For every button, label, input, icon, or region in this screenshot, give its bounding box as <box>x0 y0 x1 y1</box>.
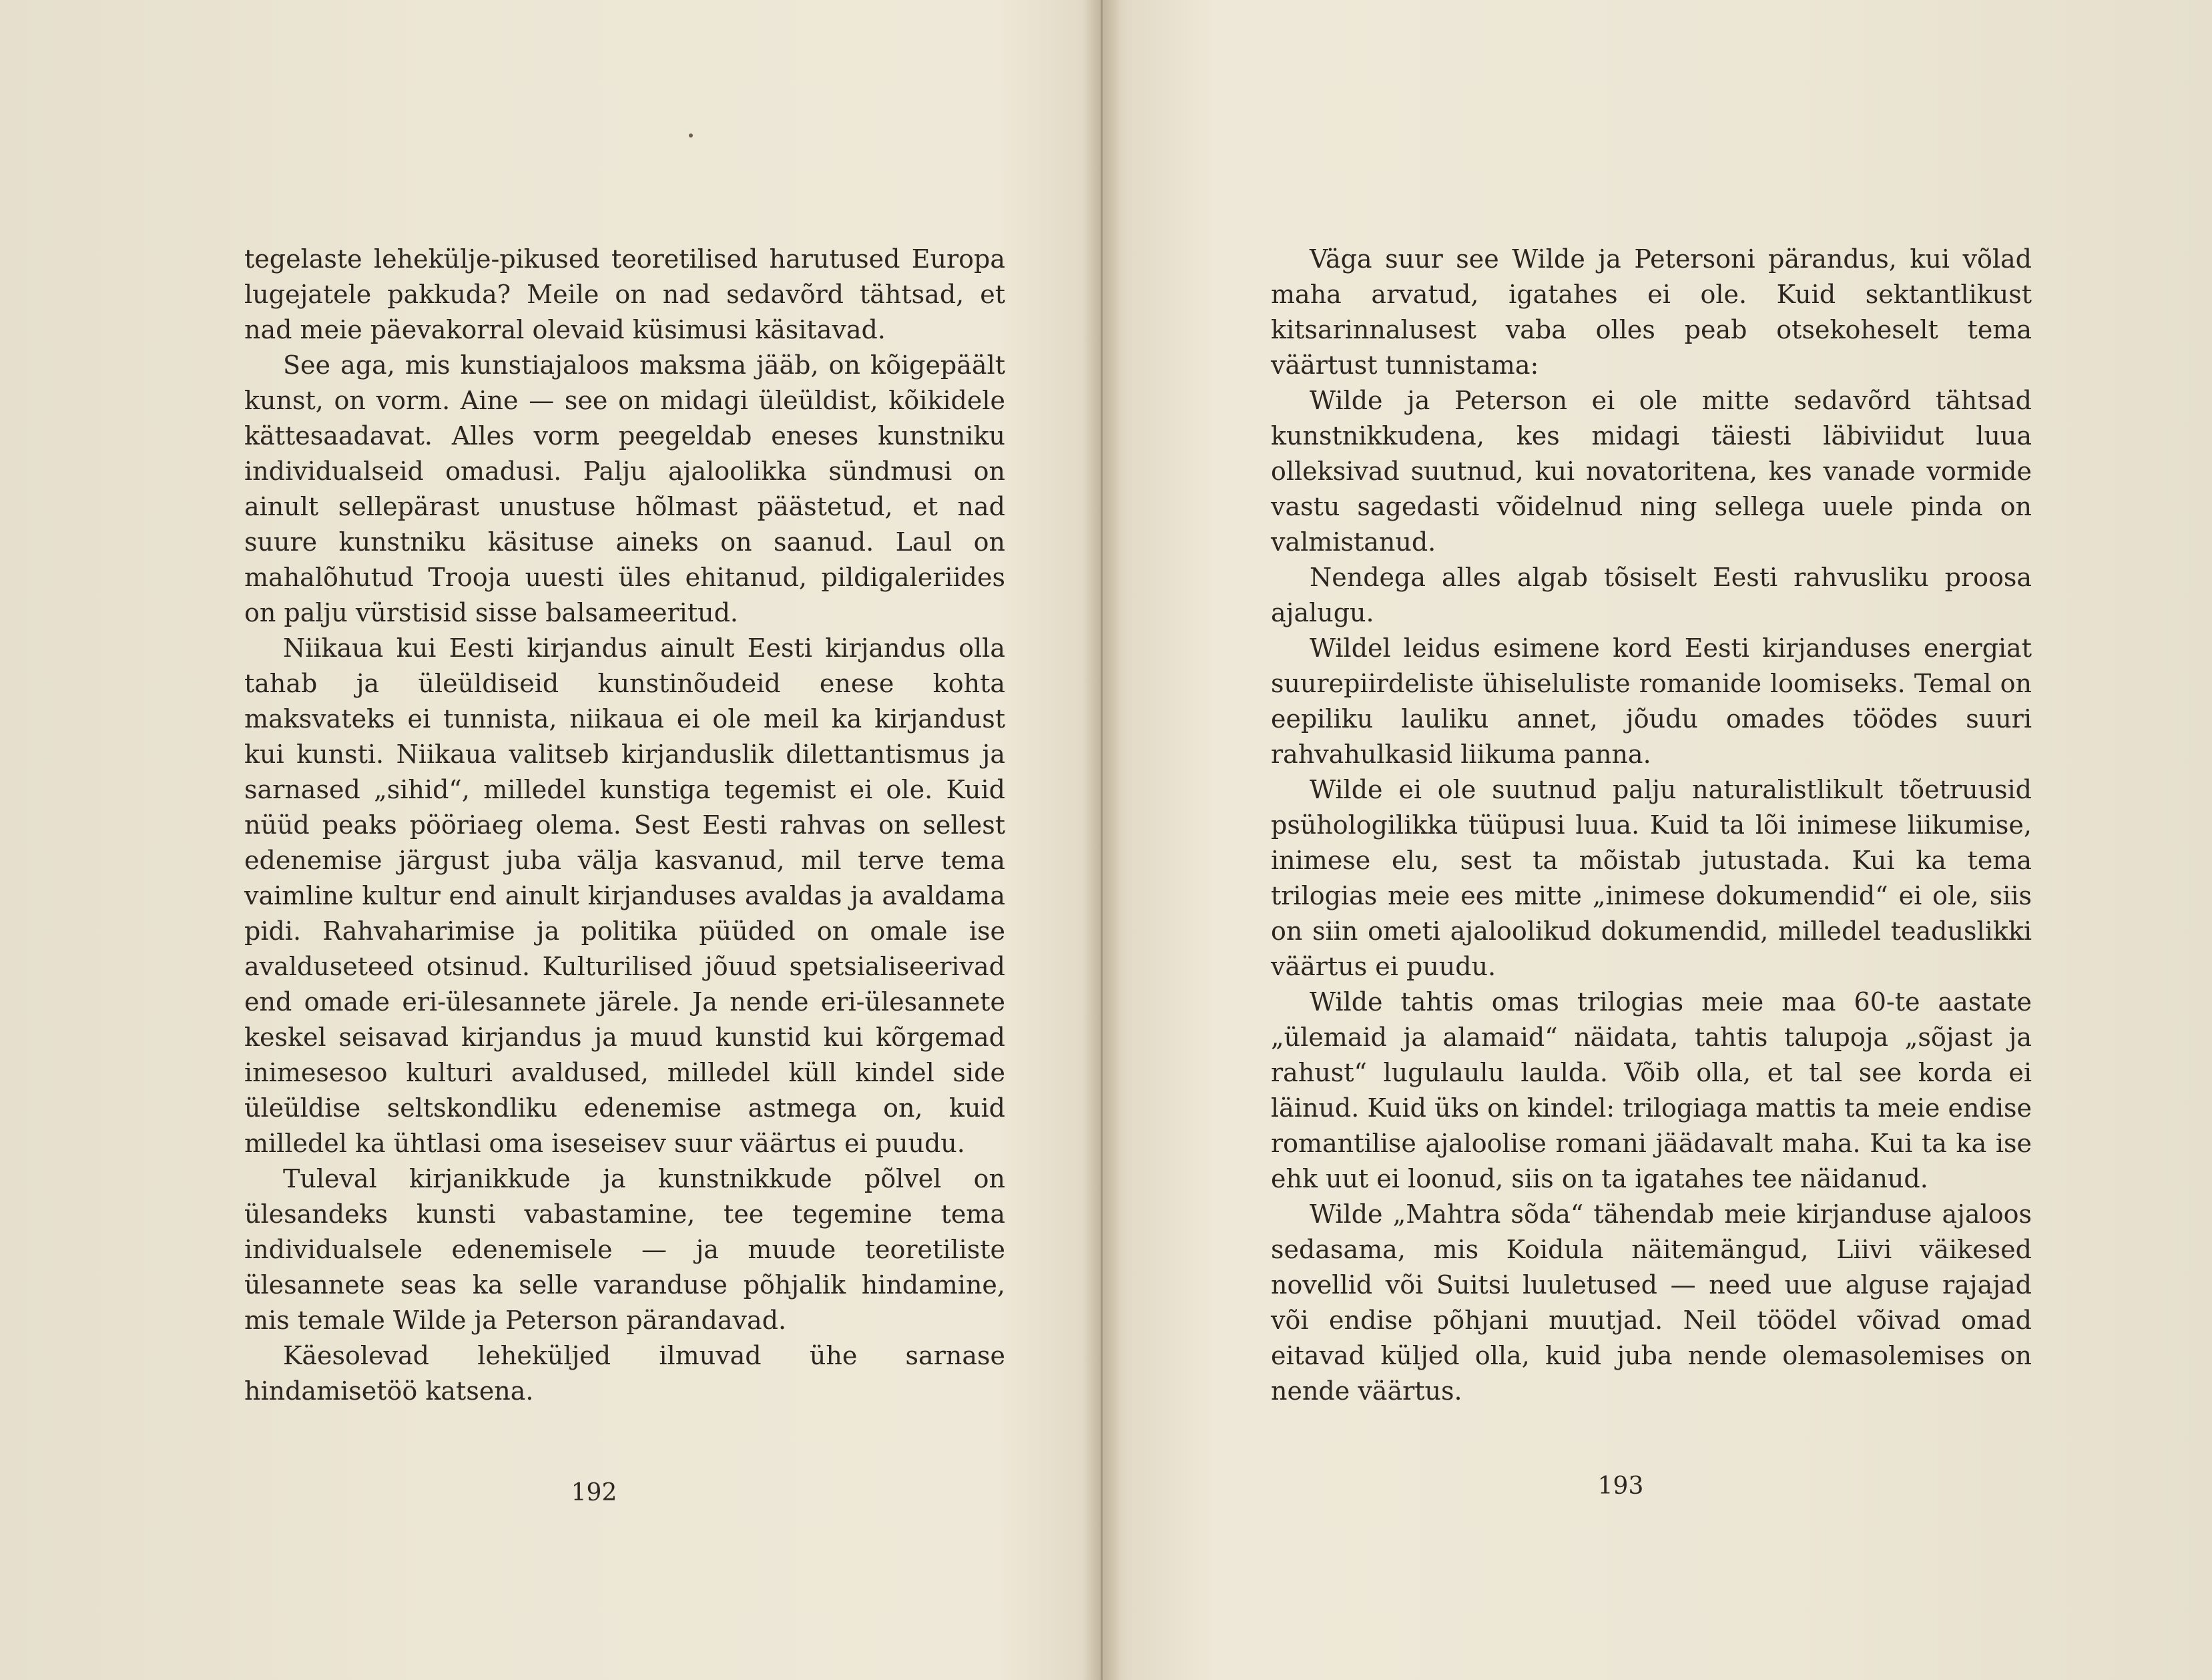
gutter-line <box>1101 0 1103 1680</box>
paragraph: Tuleval kirjanikkude ja kunstnikkude põlvel on ülesandeks kunsti vabastamine, tee tegemine tema individualsele edenemisele — ja muude teoretiliste ülesannete seas ka selle varanduse põhjalik hindamine, mis temale Wilde ja Peterson pärandavad. <box>244 1164 1005 1335</box>
paragraph: Väga suur see Wilde ja Petersoni pärandus, kui võlad maha arvatud, igatahes ei ole. Kuid sektantlikust kitsarinnalusest vaba olles peab otsekoheselt tema väärtust tunnistama: <box>1271 244 2032 380</box>
paragraph: Wilde ei ole suutnud palju naturalistlikult tõetruusid psühologilikka tüüpusi luua. Kuid ta lõi inimese liikumise, inimese elu, sest ta mõistab jutustada. Kui ka tema trilogias meie ees mitte „inimese dokumendid“ ei ole, siis on siin ometi ajaloolikud dokumendid, milledel teaduslikki väärtus ei puudu. <box>1271 775 2032 981</box>
paragraph: tegelaste lehekülje-pikused teoretilised harutused Europa lugejatele pakkuda? Meile on nad sedavõrd tähtsad, et nad meie päevakorral olevaid küsimusi käsitavad. <box>244 244 1005 344</box>
right-page-text <box>1271 242 2032 1409</box>
paragraph: Nendega alles algab tõsiselt Eesti rahvusliku proosa ajalugu. <box>1271 563 2032 627</box>
paragraph: Wilde ja Peterson ei ole mitte sedavõrd tähtsad kunstnikkudena, kes midagi täiesti läbiviidut luua olleksivad suutnud, kui novatoritena, kes vanade vormide vastu sagedasti võidelnud ning sellega uuele pinda on valmistanud. <box>1271 386 2032 557</box>
paragraph: Käesolevad leheküljed ilmuvad ühe sarnase hindamisetöö katsena. <box>244 1341 1005 1406</box>
paper-speck <box>689 133 693 137</box>
left-page-number: 192 <box>571 1479 617 1506</box>
paragraph: Niikaua kui Eesti kirjandus ainult Eesti kirjandus olla tahab ja üleüldiseid kunstinõudeid enese kohta maksvateks ei tunnista, niikaua ei ole meil ka kirjandust kui kunsti. Niikaua valitseb kirjanduslik dilettantismus ja sarnased „sihid“, milledel kunstiga tegemist ei ole. Kuid nüüd peaks pööriaeg olema. Sest Eesti rahvas on sellest edenemise järgust juba välja kasvanud, mil terve tema vaimline kultur end ainult kirjanduses avaldas ja avaldama pidi. Rahvaharimise ja politika püüded on omale ise avalduseteed otsinud. Kulturilised jõuud spetsialiseerivad end omade eri-ülesannete järele. Ja nende eri-ülesannete keskel seisavad kirjandus ja muud kunstid kui kõrgemad inimesesoo kulturi avaldused, milledel küll kindel side üleüldise seltskondliku edenemise astmega on, kuid milledel ka ühtlasi oma iseseisev suur väärtus ei puudu. <box>244 633 1005 1158</box>
left-page <box>244 242 1005 1409</box>
right-page-number: 193 <box>1597 1472 1644 1500</box>
paragraph: Wilde „Mahtra sõda“ tähendab meie kirjanduse ajaloos sedasama, mis Koidula näitemängud, Liivi väikesed novellid või Suitsi luuletused — need uue alguse rajajad või endise põhjani muutjad. Neil töödel võivad omad eitavad küljed olla, kuid juba nende olemasolemises on nende väärtus. <box>1271 1199 2032 1406</box>
right-page <box>1271 242 2032 1409</box>
paragraph: Wilde tahtis omas trilogias meie maa 60-te aastate „ülemaid ja alamaid“ näidata, tahtis talupoja „sõjast ja rahust“ lugulaulu laulda. Võib olla, et tal see korda ei läinud. Kuid üks on kindel: trilogiaga mattis ta meie endise romantilise ajaloolise romani jäädavalt maha. Kui ta ka ise ehk uut ei loonud, siis on ta igatahes tee näidanud. <box>1271 987 2032 1193</box>
paragraph: Wildel leidus esimene kord Eesti kirjanduses energiat suurepiirdeliste ühiseluliste romanide loomiseks. Temal on eepiliku lauliku annet, jõudu omades töödes suuri rahvahulkasid liikuma panna. <box>1271 633 2032 769</box>
paragraph: See aga, mis kunstiajaloos maksma jääb, on kõigepäält kunst, on vorm. Aine — see on midagi üleüldist, kõikidele kättesaadavat. Alles vorm peegeldab eneses kunstniku individualseid omadusi. Palju ajaloolikka sündmusi on ainult sellepärast unustuse hõlmast päästetud, et nad suure kunstniku käsituse aineks on saanud. Laul on mahalõhutud Trooja uuesti üles ehitanud, pildigaleriides on palju vürstisid sisse balsameeritud. <box>244 350 1005 627</box>
left-page-text <box>244 242 1005 1409</box>
